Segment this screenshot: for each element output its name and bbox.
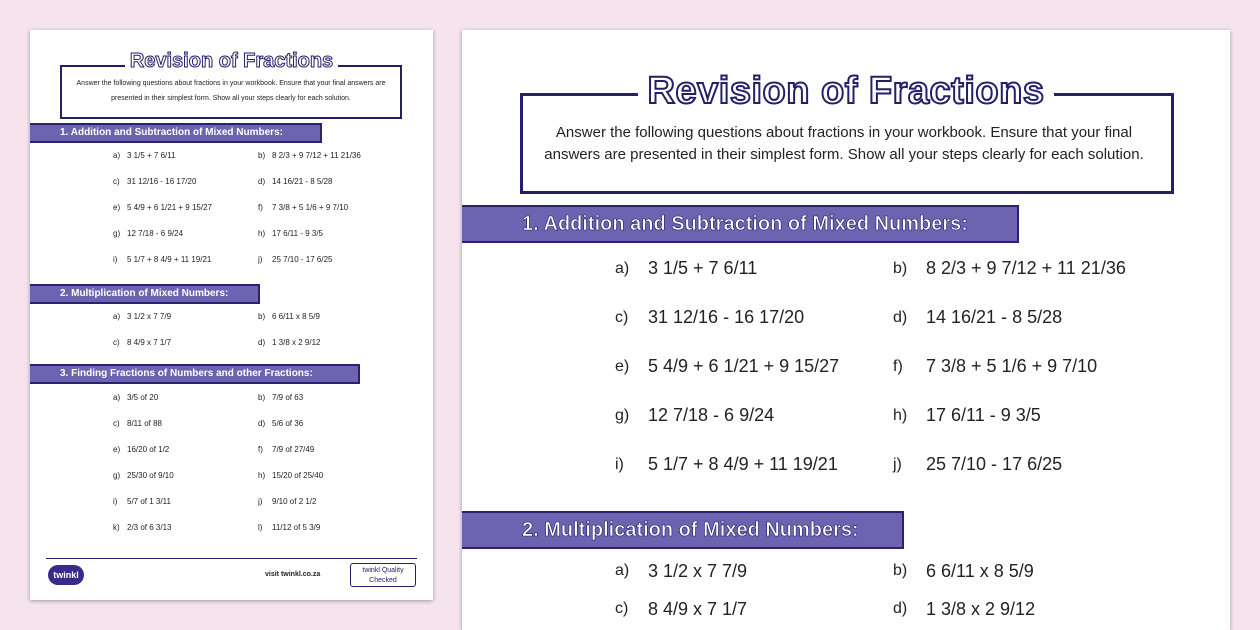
question-label: e) (113, 444, 121, 454)
question-expression: 6 6/11 x 8 5/9 (926, 560, 1034, 581)
question-expression: 3 1/5 + 7 6/11 (648, 258, 758, 278)
worksheet-title-text: Revision of Fractions (125, 50, 338, 72)
question-item (615, 552, 893, 590)
question-expression: 14 16/21 - 8 5/28 (272, 176, 333, 186)
twinkl-logo: twinkl (48, 565, 84, 585)
question-expression: 9/10 of 2 1/2 (272, 496, 317, 506)
question-label: b) (258, 150, 266, 160)
question-label: l) (258, 522, 263, 532)
question-item (893, 590, 1193, 628)
question-label: a) (113, 392, 121, 402)
question-item (893, 293, 1193, 342)
question-expression: 14 16/21 - 8 5/28 (926, 307, 1063, 327)
question-label: h) (258, 470, 266, 480)
question-label: b) (893, 259, 908, 277)
question-item (113, 194, 258, 220)
question-label: k) (113, 522, 120, 532)
question-expression: 25 7/10 - 17 6/25 (926, 454, 1063, 474)
question-label: h) (258, 228, 266, 238)
question-item (893, 391, 1193, 440)
footer-site-link[interactable]: visit twinkl.co.za (265, 571, 321, 578)
question-expression: 5/7 of 1 3/11 (127, 496, 171, 506)
question-item (113, 142, 258, 168)
question-expression: 3/5 of 20 (127, 392, 159, 402)
worksheet-thumbnail[interactable] (30, 30, 433, 600)
question-expression: 3 1/2 x 7 7/9 (648, 560, 748, 581)
question-label: b) (258, 392, 266, 402)
question-expression: 25 7/10 - 17 6/25 (272, 254, 333, 264)
question-label: a) (113, 150, 121, 160)
question-label: i) (113, 254, 118, 264)
question-item (113, 514, 258, 540)
question-expression: 8 4/9 x 7 1/7 (127, 337, 172, 347)
question-expression: 11/12 of 5 3/9 (272, 522, 321, 532)
section-3-heading: 3. Finding Fractions of Numbers and other Fractions: (30, 364, 360, 384)
worksheet-title (462, 70, 1230, 113)
question-item (113, 303, 258, 329)
question-expression: 8 4/9 x 7 1/7 (648, 598, 748, 619)
instructions-text: Answer the following questions about fractions in your workbook. Ensure that your final answers are presented in their simplest form. Show all your steps clearly for each solution. (76, 80, 386, 102)
section-1-heading: 1. Addition and Subtraction of Mixed Numbers: (462, 205, 1019, 243)
question-item (615, 590, 893, 628)
question-item (258, 488, 408, 514)
question-expression: 8 2/3 + 9 7/12 + 11 21/36 (926, 258, 1126, 278)
section-1-questions (113, 142, 413, 272)
question-expression: 7/9 of 27/49 (272, 444, 315, 454)
question-expression: 5 1/7 + 8 4/9 + 11 19/21 (648, 454, 838, 474)
question-item (893, 552, 1193, 590)
instructions-text: Answer the following questions about fractions in your workbook. Ensure that your final answers are presented in their simplest form. Show all your steps clearly for each solution. (544, 124, 1144, 163)
question-item (258, 436, 408, 462)
question-expression: 15/20 of 25/40 (272, 470, 324, 480)
question-expression: 7/9 of 63 (272, 392, 304, 402)
question-item (615, 293, 893, 342)
question-item (258, 142, 408, 168)
worksheet-preview (462, 30, 1230, 630)
question-label: d) (258, 418, 266, 428)
question-item (615, 342, 893, 391)
question-item (258, 303, 408, 329)
question-expression: 1 3/8 x 2 9/12 (926, 598, 1036, 619)
question-expression: 12 7/18 - 6 9/24 (648, 405, 775, 425)
worksheet-title-text: Revision of Fractions (638, 70, 1055, 112)
question-item (113, 168, 258, 194)
question-label: a) (113, 311, 121, 321)
question-expression: 7 3/8 + 5 1/6 + 9 7/10 (926, 356, 1098, 376)
question-expression: 25/30 of 9/10 (127, 470, 174, 480)
question-label: c) (113, 337, 120, 347)
question-item (893, 342, 1193, 391)
question-label: d) (258, 176, 266, 186)
question-label: c) (615, 308, 629, 326)
question-label: b) (258, 311, 266, 321)
question-item (113, 220, 258, 246)
section-1-heading: 1. Addition and Subtraction of Mixed Numbers: (30, 123, 322, 143)
question-expression: 7 3/8 + 5 1/6 + 9 7/10 (272, 202, 349, 212)
question-label: f) (893, 357, 903, 375)
question-item (113, 462, 258, 488)
question-item (258, 462, 408, 488)
section-3-questions (113, 384, 413, 540)
question-expression: 31 12/16 - 16 17/20 (648, 307, 805, 327)
question-expression: 17 6/11 - 9 3/5 (272, 228, 323, 238)
question-label: g) (113, 228, 121, 238)
question-item (113, 329, 258, 355)
question-item (113, 410, 258, 436)
question-expression: 16/20 of 1/2 (127, 444, 170, 454)
question-item (615, 391, 893, 440)
section-2-questions (615, 552, 1215, 628)
question-expression: 6 6/11 x 8 5/9 (272, 311, 320, 321)
question-item (113, 384, 258, 410)
question-item (893, 440, 1193, 489)
question-item (258, 410, 408, 436)
question-expression: 5 4/9 + 6 1/21 + 9 15/27 (127, 202, 212, 212)
section-2-heading: 2. Multiplication of Mixed Numbers: (462, 511, 904, 549)
question-expression: 5/6 of 36 (272, 418, 304, 428)
section-2-questions (113, 303, 413, 355)
question-label: d) (893, 308, 908, 326)
question-expression: 17 6/11 - 9 3/5 (926, 405, 1041, 425)
question-item (258, 246, 408, 272)
question-expression: 5 1/7 + 8 4/9 + 11 19/21 (127, 254, 212, 264)
question-label: e) (615, 357, 630, 375)
question-expression: 2/3 of 6 3/13 (127, 522, 172, 532)
question-item (258, 168, 408, 194)
section-2-heading: 2. Multiplication of Mixed Numbers: (30, 284, 260, 304)
question-expression: 3 1/2 x 7 7/9 (127, 311, 172, 321)
question-expression: 3 1/5 + 7 6/11 (127, 150, 176, 160)
question-label: f) (258, 444, 263, 454)
section-1-questions (615, 244, 1215, 489)
question-label: c) (113, 176, 120, 186)
quality-badge: twinkl Quality Checked (350, 563, 416, 587)
question-label: e) (113, 202, 121, 212)
footer-divider (46, 558, 417, 559)
question-expression: 12 7/18 - 6 9/24 (127, 228, 184, 238)
question-item (893, 244, 1193, 293)
question-item (113, 436, 258, 462)
question-label: j) (258, 254, 263, 264)
question-item (113, 246, 258, 272)
question-expression: 1 3/8 x 2 9/12 (272, 337, 321, 347)
question-label: g) (113, 470, 121, 480)
question-label: c) (615, 600, 629, 617)
question-label: i) (615, 455, 624, 473)
question-label: a) (615, 259, 630, 277)
question-item (615, 244, 893, 293)
question-item (258, 384, 408, 410)
question-label: c) (113, 418, 120, 428)
question-label: j) (893, 455, 902, 473)
question-item (113, 488, 258, 514)
question-label: d) (893, 600, 908, 617)
question-item (258, 220, 408, 246)
question-label: i) (113, 496, 118, 506)
worksheet-title (30, 50, 433, 73)
question-label: g) (615, 406, 630, 424)
question-expression: 8/11 of 88 (127, 418, 162, 428)
question-label: h) (893, 406, 908, 424)
question-expression: 31 12/16 - 16 17/20 (127, 176, 197, 186)
question-label: a) (615, 562, 630, 579)
question-label: f) (258, 202, 263, 212)
question-item (258, 194, 408, 220)
question-item (258, 514, 408, 540)
question-expression: 5 4/9 + 6 1/21 + 9 15/27 (648, 356, 840, 376)
question-item (615, 440, 893, 489)
question-label: b) (893, 562, 908, 579)
question-expression: 8 2/3 + 9 7/12 + 11 21/36 (272, 150, 361, 160)
question-label: d) (258, 337, 266, 347)
question-item (258, 329, 408, 355)
question-label: j) (258, 496, 263, 506)
